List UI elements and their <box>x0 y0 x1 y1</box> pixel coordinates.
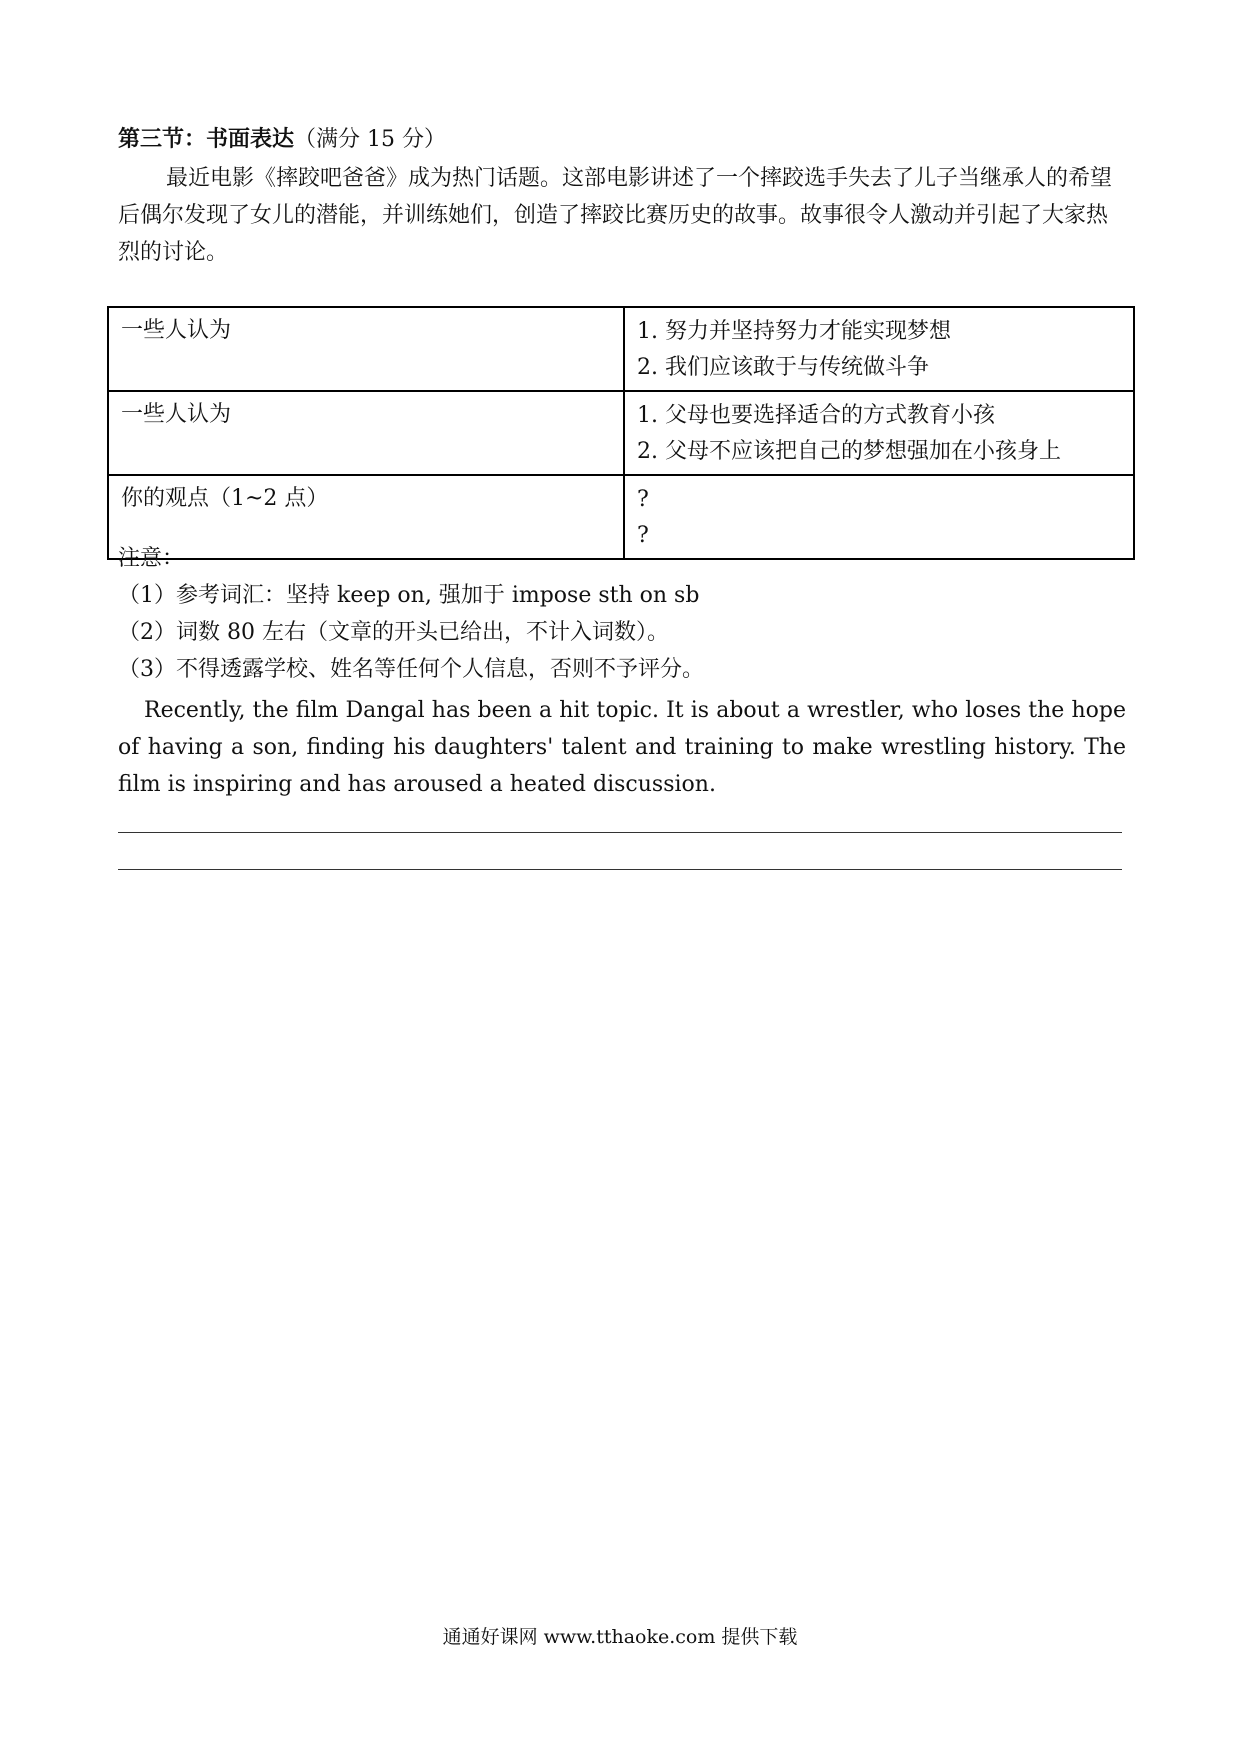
section-title <box>118 124 446 155</box>
notes-block <box>118 540 704 688</box>
row-label: 一些人认为 <box>108 307 624 391</box>
note-item: （3）不得透露学校、姓名等任何个人信息，否则不予评分。 <box>118 657 704 682</box>
table-row <box>108 391 1134 475</box>
notes-heading: 注意： <box>118 546 185 571</box>
point-item: 1. 父母也要选择适合的方式教育小孩 <box>637 403 995 428</box>
writing-line <box>118 869 1122 870</box>
opinions-table <box>107 306 1135 560</box>
writing-line <box>118 832 1122 833</box>
table-row <box>108 307 1134 391</box>
note-item: （2）词数 80 左右（文章的开头已给出，不计入词数）。 <box>118 620 669 645</box>
row-label: 一些人认为 <box>108 391 624 475</box>
essay-opening: Recently, the film Dangal has been a hit topic. It is about a wrestler, who loses the hope of having a son, finding his daughters' talent and training to make wrestling history. The film is inspiring and has aroused a heated discussion. <box>118 698 1126 797</box>
point-item: ? <box>637 523 649 548</box>
section-title-bold: 第三节：书面表达 <box>118 126 295 152</box>
point-item: 2. 父母不应该把自己的梦想强加在小孩身上 <box>637 439 1061 464</box>
intro-paragraph: 最近电影《摔跤吧爸爸》成为热门话题。这部电影讲述了一个摔跤选手失去了儿子当继承人的希望后偶尔发现了女儿的潜能，并训练她们，创造了摔跤比赛历史的故事。故事很令人激动并引起了大家热烈的讨论。 <box>118 166 1113 265</box>
point-item: 2. 我们应该敢于与传统做斗争 <box>637 355 929 380</box>
footer-source: 通通好课网 www.tthaoke.com 提供下载 <box>442 1626 798 1648</box>
point-item: ? <box>637 487 649 512</box>
row-points <box>624 307 1134 391</box>
row-points <box>624 391 1134 475</box>
row-label: 你的观点（1~2 点） <box>108 475 624 559</box>
point-item: 1. 努力并坚持努力才能实现梦想 <box>637 319 951 344</box>
section-title-score: （满分 15 分） <box>294 127 446 152</box>
note-item: （1）参考词汇：坚持 keep on, 强加于 impose sth on sb <box>118 583 700 608</box>
